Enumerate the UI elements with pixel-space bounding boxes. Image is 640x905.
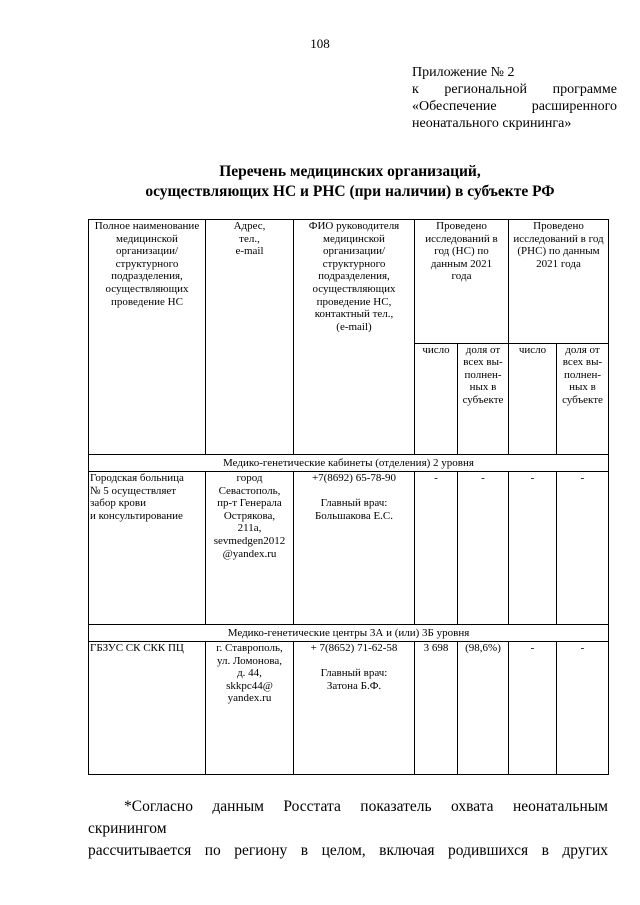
cell-line: полнен- — [464, 368, 502, 381]
cell-rns-count: - — [509, 642, 557, 775]
header-ns-group — [415, 220, 509, 344]
cell-line: год (НС) по — [434, 245, 489, 258]
cell-line: Затона Б.Ф. — [326, 679, 382, 692]
cell-line: организации/ — [115, 245, 179, 258]
cell-line: город — [236, 472, 263, 484]
cell-line: медицинской — [323, 232, 385, 245]
cell-line: ГБЗУС СК СКК ПЦ — [90, 642, 184, 654]
cell-line: структурного — [115, 257, 179, 270]
cell-line: e-mail — [235, 245, 264, 258]
header-ns-count: число — [415, 343, 458, 454]
cell-line: пр-т Генерала — [217, 497, 282, 510]
section-title: Медико-генетические кабинеты (отделения) 2 уровня — [89, 455, 609, 472]
cell-line — [295, 485, 413, 498]
cell-line: ных в — [469, 381, 497, 394]
cell-line: + 7(8652) 71-62-58 — [310, 642, 398, 654]
cell-org-name — [89, 472, 206, 625]
document-title — [60, 162, 640, 202]
header-rns-count: число — [509, 343, 557, 454]
cell-line: Большакова Е.С. — [314, 509, 394, 522]
cell-line: забор крови — [90, 497, 146, 510]
cell-line: Главный врач: — [320, 667, 388, 680]
cell-line: исследований в год — [513, 232, 604, 245]
cell-line: всех вы- — [463, 356, 503, 369]
cell-line: осуществляющих — [105, 282, 189, 295]
organizations-table — [88, 219, 609, 775]
cell-line: полнен- — [563, 368, 602, 381]
footnote-line: рассчитывается по региону в целом, включая родившихся в других — [88, 842, 608, 859]
cell-line: Севастополь, — [218, 484, 281, 497]
header-row — [89, 220, 609, 344]
cell-line: (РНС) по данным — [517, 245, 600, 258]
organizations-table-wrapper — [88, 219, 609, 775]
cell-rns-share: - — [557, 642, 609, 775]
cell-line: д. 44, — [237, 667, 262, 680]
cell-line: Полное наименование — [94, 220, 200, 232]
header-rns-group — [509, 220, 609, 344]
cell-line: sevmedgen2012 — [213, 534, 286, 547]
section-title: Медико-генетические центры 3А и (или) 3Б уровня — [89, 625, 609, 642]
cell-line: субъекте — [562, 393, 603, 406]
cell-line: (e-mail) — [336, 320, 372, 333]
cell-rns-count: - — [509, 472, 557, 625]
footnote-line: *Согласно данным Росстата показатель охвата неонатальным скринингом — [88, 798, 608, 837]
cell-head — [294, 472, 415, 625]
cell-line: Проведено — [436, 220, 487, 232]
cell-line: проведение НС — [111, 295, 183, 308]
cell-line: № 5 осуществляет — [90, 484, 177, 497]
cell-line: и консультирование — [90, 509, 183, 522]
footnote — [88, 796, 608, 862]
appendix-line: Приложение № 2 — [412, 65, 515, 80]
cell-line: 2021 года — [536, 257, 581, 270]
cell-line: доля от — [465, 343, 501, 356]
cell-line: данным 2021 — [430, 257, 493, 270]
cell-line: года — [451, 270, 472, 283]
section-row — [89, 625, 609, 642]
section-row — [89, 455, 609, 472]
cell-line: Городская больница — [90, 472, 184, 484]
cell-ns-count: 3 698 — [415, 642, 458, 775]
cell-line: субъекте — [462, 393, 504, 406]
cell-line: подразделения, — [111, 270, 183, 283]
cell-org-name — [89, 642, 206, 775]
cell-line: г. Ставрополь, — [216, 642, 283, 654]
table-row — [89, 642, 609, 775]
cell-line: организации/ — [322, 245, 386, 258]
cell-rns-share: - — [557, 472, 609, 625]
cell-line: всех вы- — [562, 356, 603, 369]
cell-line: ФИО руководителя — [308, 220, 400, 232]
cell-line: осуществляющих — [312, 282, 396, 295]
header-ns-share — [458, 343, 509, 454]
cell-line: Проведено — [533, 220, 584, 232]
cell-address — [206, 642, 294, 775]
page-number: 108 — [310, 36, 330, 51]
cell-line: yandex.ru — [227, 692, 272, 705]
cell-line: ул. Ломонова, — [216, 654, 282, 667]
cell-line: подразделения, — [318, 270, 390, 283]
appendix-line: «Обеспечение расширенного — [412, 99, 617, 114]
appendix-line: неонатального скрининга» — [412, 116, 572, 131]
cell-ns-share: - — [458, 472, 509, 625]
cell-ns-count: - — [415, 472, 458, 625]
cell-line: 211а, — [237, 522, 262, 535]
cell-line: проведение НС, — [316, 295, 392, 308]
cell-line: исследований в — [425, 232, 498, 245]
cell-head — [294, 642, 415, 775]
header-rns-share — [557, 343, 609, 454]
cell-line — [295, 655, 413, 668]
cell-ns-share: (98,6%) — [458, 642, 509, 775]
cell-line: ных в — [569, 381, 596, 394]
cell-line: контактный тел., — [314, 308, 394, 321]
header-address — [206, 220, 294, 455]
cell-line: доля от — [565, 343, 600, 356]
table-row — [89, 472, 609, 625]
title-line: Перечень медицинских организаций, — [219, 163, 481, 180]
cell-line: @yandex.ru — [222, 547, 277, 560]
cell-line: Главный врач: — [320, 497, 388, 510]
header-org-name — [89, 220, 206, 455]
header-head — [294, 220, 415, 455]
cell-line: Острякова, — [223, 509, 276, 522]
appendix-line: к региональной программе — [412, 82, 617, 97]
cell-line: тел., — [239, 232, 260, 245]
cell-line: Адрес, — [233, 220, 266, 232]
cell-line: skkpc44@ — [226, 679, 273, 692]
cell-address — [206, 472, 294, 625]
cell-line: медицинской — [116, 232, 178, 245]
cell-line: +7(8692) 65-78-90 — [311, 472, 397, 484]
appendix-reference — [412, 64, 617, 132]
title-line: осуществляющих НС и РНС (при наличии) в субъекте РФ — [145, 183, 555, 200]
cell-line: структурного — [322, 257, 386, 270]
